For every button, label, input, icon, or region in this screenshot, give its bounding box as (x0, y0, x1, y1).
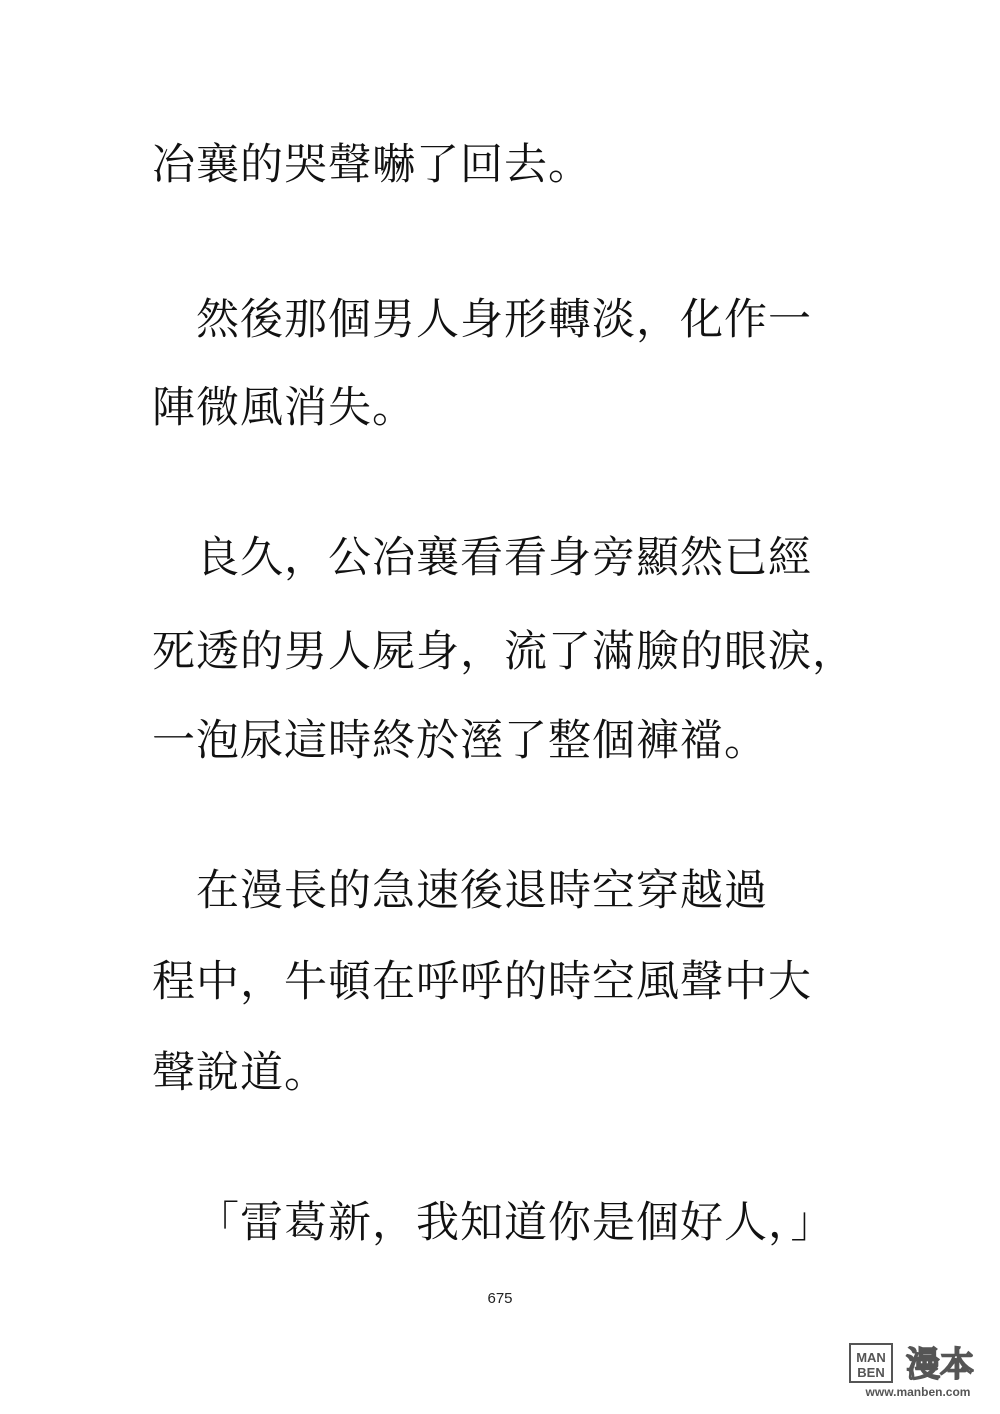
manben-watermark-logo (848, 1340, 988, 1400)
text-line: 陣微風消失。 (152, 383, 416, 433)
text-line: 然後那個男人身形轉淡，化作一 (196, 295, 812, 345)
text-line: 聲說道。 (152, 1048, 328, 1098)
text-line: 程中，牛頓在呼呼的時空風聲中大 (152, 957, 812, 1007)
text-line: 一泡尿這時終於溼了整個褲襠。 (152, 716, 768, 766)
text-line: 良久，公冶襄看看身旁顯然已經 (196, 533, 812, 583)
svg-text:BEN: BEN (857, 1365, 885, 1380)
text-line: 「雷葛新，我知道你是個好人，」 (196, 1198, 835, 1248)
svg-text:www.manben.com: www.manben.com (865, 1385, 971, 1399)
text-line: 在漫長的急速後退時空穿越過 (196, 866, 768, 916)
svg-text:MAN: MAN (856, 1350, 886, 1365)
text-line: 死透的男人屍身，流了滿臉的眼淚， (152, 627, 856, 677)
page-number: 675 (487, 1290, 513, 1307)
svg-text:漫本: 漫本 (906, 1345, 974, 1385)
text-line: 冶襄的哭聲嚇了回去。 (152, 140, 592, 190)
